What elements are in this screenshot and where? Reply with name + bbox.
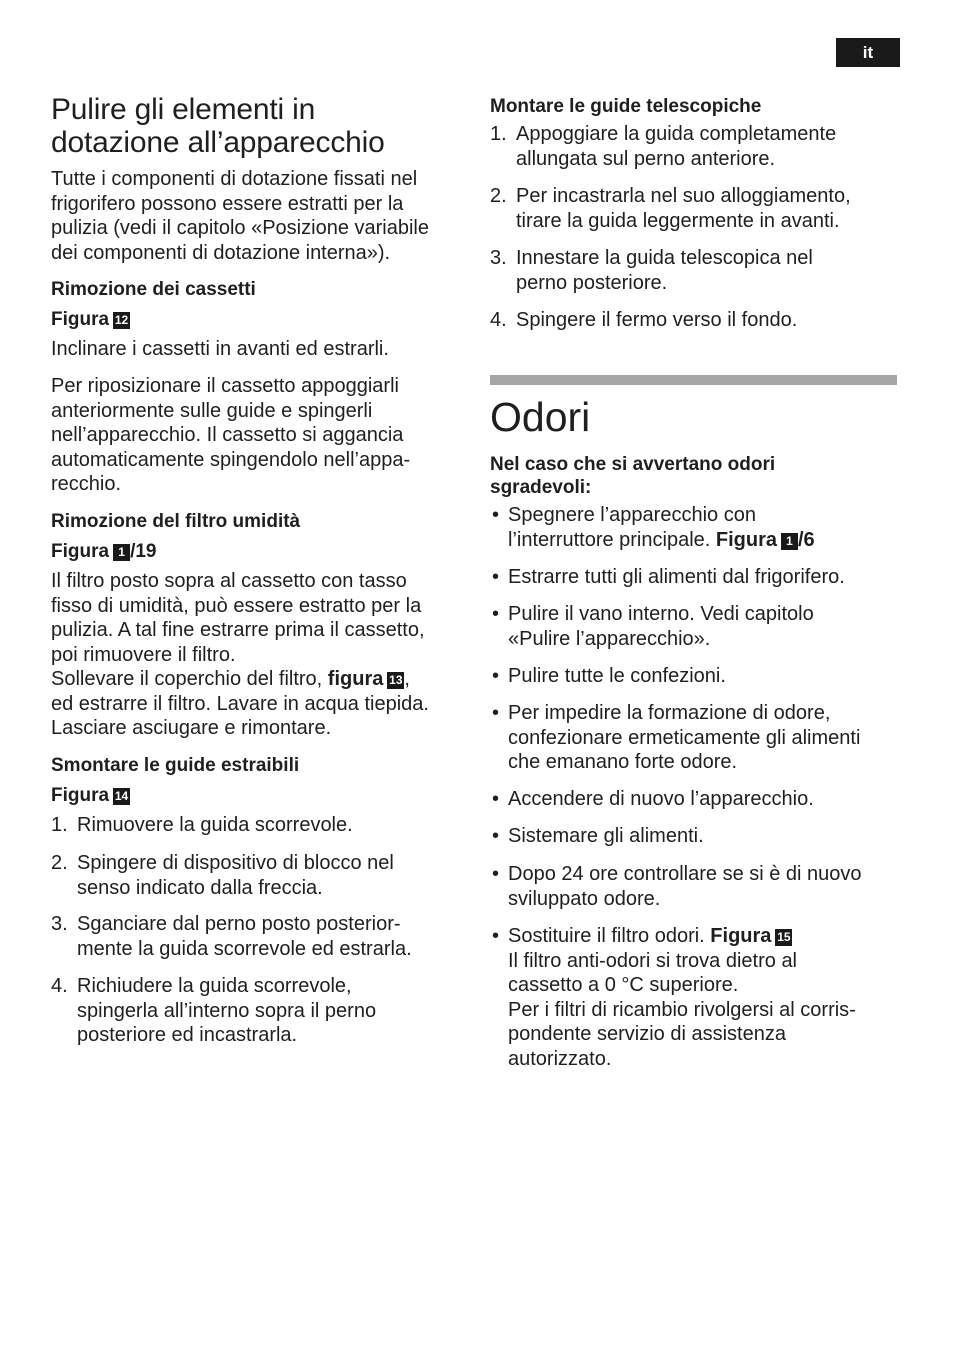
section-divider [490,375,897,385]
subheading-humidity-filter: Rimozione del filtro umidità [51,511,301,532]
bullet-item: • Sostituire il filtro odori. Figura 15 Il filtro anti-odori si trova dietro al cassetto a 0 °C superiore. Per i filtri di ricambio rivolgersi al corris- pondente servizio di assistenza autorizzato. [492,925,856,1070]
numbered-step: 2. Per incastrarla nel suo alloggiamento, tirare la guida leggermente in avanti. [490,185,851,232]
figure-number-badge: 14 [114,789,129,803]
language-tab: it [836,38,900,67]
figure-number-badge: 15 [777,930,791,944]
subheading-odours: Nel caso che si avvertano odori sgradevoli: [490,454,776,498]
subheading-remove-rails: Smontare le guide estraibili [51,755,300,776]
subheading-drawer-removal: Rimozione dei cassetti [51,279,256,300]
subheading-telescopic-rails: Montare le guide telescopiche [490,96,762,117]
paragraph: Il filtro posto sopra al cassetto con tasso fisso di umidità, può essere estratto per la pulizia. A tal fine estrarre prima il cassetto, poi rimuovere il filtro. Sollevare il coperchio del filtro, figura 13, ed estrarre il filtro. Lavare in acqua tiepida. Lasciare asciugare e rimontare. [51,570,429,739]
bullet-item: • Sistemare gli alimenti. [492,825,704,847]
figure-number-badge: 1 [781,533,798,550]
bullet-item: • Accendere di nuovo l’apparecchio. [492,788,814,810]
numbered-step: 4. Richiudere la guida scorrevole, spingerla all’interno sopra il perno posteriore ed incastrarla. [51,975,377,1046]
intro-paragraph: Tutte i componenti di dotazione fissati nel frigorifero possono essere estratti per la pulizia (vedi il capitolo «Posizione variabile dei componenti di dotazione interna»). [51,168,429,264]
title-line: Pulire gli elementi in [51,93,316,126]
figure-number-badge: 13 [389,673,403,687]
bullet-item: • Spegnere l’apparecchio con l’interruttore principale. Figura 1 /6 [492,504,815,551]
section-title-cleaning [51,93,385,159]
numbered-step: 3. Sganciare dal perno posto posterior- mente la guida scorrevole ed estrarla. [51,913,412,960]
numbered-step: 1. Appoggiare la guida completamente allungata sul perno anteriore. [490,123,837,170]
numbered-step: 4. Spingere il fermo verso il fondo. [490,309,798,331]
figure-ref: Figura 14 [51,785,129,806]
numbered-step: 1. Rimuovere la guida scorrevole. [51,814,353,836]
bullet-item: • Pulire il vano interno. Vedi capitolo «Pulire l’apparecchio». [492,603,814,650]
figure-number-badge: 1 [113,544,130,561]
bullet-item: • Estrarre tutti gli alimenti dal frigorifero. [492,566,845,588]
bullet-item: • Per impedire la formazione di odore, confezionare ermeticamente gli alimenti che emanano forte odore. [492,702,861,773]
title-line: dotazione all’apparecchio [51,126,385,159]
numbered-step: 2. Spingere di dispositivo di blocco nel senso indicato dalla freccia. [51,852,394,899]
figure-number-badge: 12 [114,313,129,327]
section-title-odours: Odori [490,394,591,440]
numbered-step: 3. Innestare la guida telescopica nel perno posteriore. [490,247,813,294]
figure-ref: Figura 1 /19 [51,541,157,562]
paragraph: Inclinare i cassetti in avanti ed estrarli. [51,338,389,360]
bullet-item: • Pulire tutte le confezioni. [492,665,726,687]
bullet-item: • Dopo 24 ore controllare se si è di nuovo sviluppato odore. [492,863,862,910]
paragraph: Per riposizionare il cassetto appoggiarli anteriormente sulle guide e spingerli nell’apparecchio. Il cassetto si aggancia automaticamente spingendolo nell’appa- recchio. [51,375,411,495]
figure-ref: Figura 12 [51,309,129,330]
